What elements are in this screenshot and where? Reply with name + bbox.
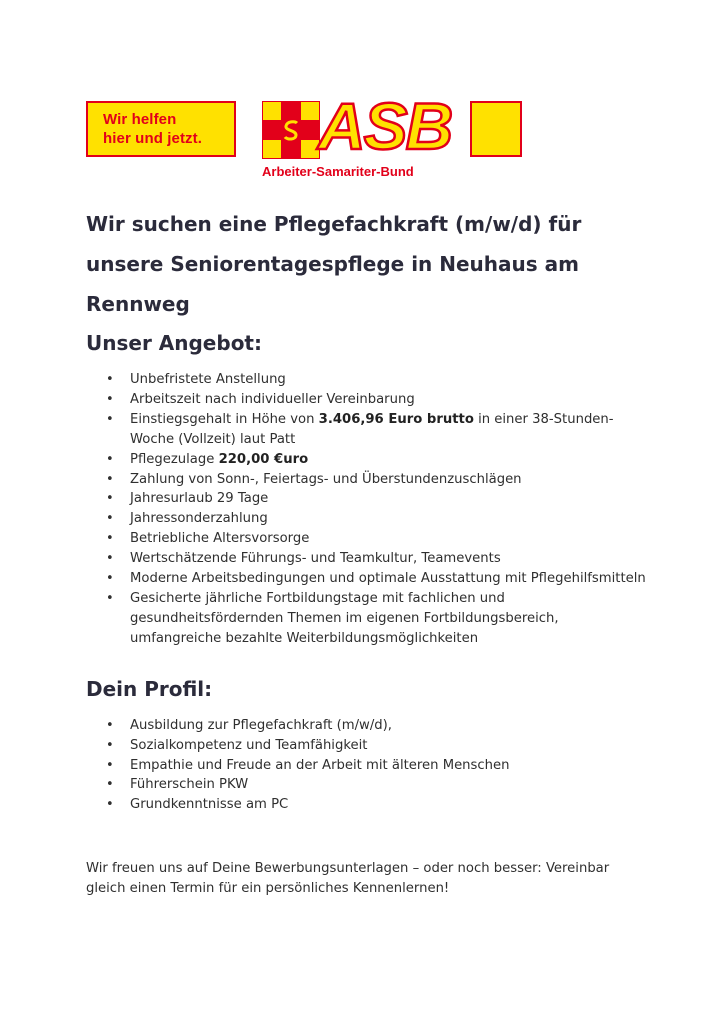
salary-suffix: in einer 38-Stunden-Woche (Vollzeit) laut Patt — [130, 411, 614, 447]
list-item: • Moderne Arbeitsbedingungen und optimale Ausstattung mit Pflegehilfsmitteln — [130, 569, 646, 589]
list-item: • Betriebliche Altersvorsorge — [130, 529, 646, 549]
list-item: • Jahressonderzahlung — [130, 509, 646, 529]
slogan-box — [86, 101, 236, 157]
salary-amount: 3.406,96 Euro brutto — [318, 411, 474, 427]
list-item: • Sozialkompetenz und Teamfähigkeit — [130, 736, 646, 756]
offer-heading: Unser Angebot: — [86, 331, 262, 355]
offer-list — [86, 370, 646, 649]
organization-name: Arbeiter-Samariter-Bund — [262, 164, 414, 179]
slogan-line-1: Wir helfen — [103, 111, 177, 128]
list-item: • Unbefristete Anstellung — [130, 370, 646, 390]
list-item: • Ausbildung zur Pflegefachkraft (m/w/d), — [130, 716, 646, 736]
samaritan-cross-icon — [262, 101, 320, 159]
list-item: • Grundkenntnisse am PC — [130, 795, 646, 815]
list-item: • Führerschein PKW — [130, 775, 646, 795]
job-posting — [86, 204, 646, 899]
salary-prefix: Einstiegsgehalt in Höhe von — [130, 411, 319, 427]
profile-section — [86, 674, 646, 816]
closing-paragraph: Wir freuen uns auf Deine Bewerbungsunterlagen – oder noch besser: Vereinbar gleich einen Termin für ein persönliches Kennenlernen! — [86, 861, 610, 897]
bonus-amount: 220,00 €uro — [218, 451, 309, 467]
list-item: • Jahresurlaub 29 Tage — [130, 489, 646, 509]
profile-list — [86, 716, 646, 816]
profile-heading: Dein Profil: — [86, 676, 213, 701]
slogan-line-2: hier und jetzt. — [103, 130, 202, 147]
offer-section — [86, 328, 646, 649]
job-title: Wir suchen eine Pflegefachkraft (m/w/d) für unsere Seniorentagespflege in Neuhaus am Rennweg — [86, 212, 582, 316]
list-item: • Zahlung von Sonn-, Feiertags- und Überstundenzuschlägen — [130, 470, 646, 490]
list-item: • Arbeitszeit nach individueller Vereinbarung — [130, 390, 646, 410]
list-item-bonus — [130, 450, 646, 470]
asb-logo-header — [86, 89, 522, 183]
list-item-salary — [130, 410, 646, 450]
list-item: • Wertschätzende Führungs- und Teamkultur, Teamevents — [130, 549, 646, 569]
asb-logo-letters: ASB — [318, 89, 452, 163]
list-item: • Empathie und Freude an der Arbeit mit älteren Menschen — [130, 756, 646, 776]
bonus-label: Pflegezulage — [130, 451, 219, 467]
list-item: • Gesicherte jährliche Fortbildungstage mit fachlichen und gesundheitsfördernden Themen im eigenen Fortbildungsbereich, umfangreiche bezahlte Weiterbildungsmöglichkeiten — [130, 589, 646, 649]
logo-yellow-tab — [470, 101, 522, 157]
